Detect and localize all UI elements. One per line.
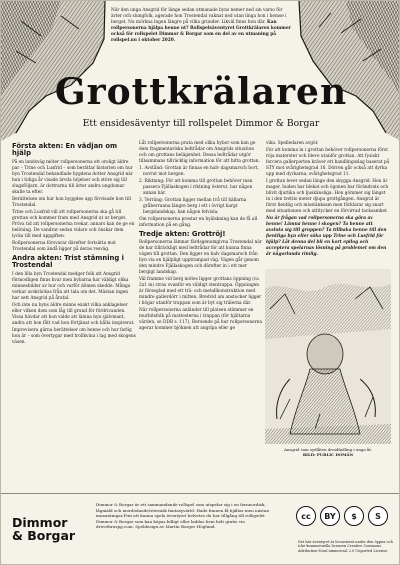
article-columns: [1, 141, 400, 496]
paragraph: Om rollpersonerna prestar en byälskning kan de få all information på en gång.: [139, 217, 258, 228]
paragraph: På en landsväg möter rollpersonerna ett oroligt äldre par – Trine och Lusfrid – som berättar historien om hur byn Trostendal behandlade bygdens dotter Ansgrid när hon i tidiga år visade ärvda höjelser och störe sig till slugsföljarn, är dottrarna till ärter andra ungdomar skulle ta efter.: [12, 159, 133, 195]
column-2: [139, 141, 263, 333]
paragraph: vika. Spelledaren avgör.: [266, 141, 319, 146]
sharealike-icon: S: [368, 506, 388, 526]
column-1: [12, 141, 136, 347]
paragraph: För att komma in i grottan behöver rollpersonerna först röja materster och bleve utanför grottan. Att fysiskt forcera gallerporten kräver ett handlingsslag baserat på STY mot svårighetsgrad 16. Dörren går också att dyrka upp med dyrkarna, svårighetsgrad 11.: [266, 148, 390, 177]
caption-credit: BILD: PUBLIC DOMÄN: [302, 452, 354, 458]
brand-logo: [12, 516, 92, 542]
header: [1, 1, 400, 141]
footer: [1, 493, 400, 565]
paragraph: I den lilla byn Trostendal medger folk att Ansgrid förmodligen finns kvar men bybarna har väldigt olika minnesbilder av hur och varför dömen skedde. Många verkar avskräckas från att tala om det. Mästan ingen har sett Ansgrid på åratal.: [12, 271, 131, 301]
clue-direction: 2. Riktning: För att komma till grottan behöver man passera Fjällaskogen i riktning österut, bar någon annan här.: [139, 179, 253, 196]
intro-bold: Kan rollpersonerna hjälpa henne ut? Rollspelsäventyret Grottkrälaren kommer också för rollspelet Dimmor & Borgar som en del av en utmaning på rollspel.nu i oktober 2020.: [111, 20, 291, 44]
intro-text: [111, 8, 291, 45]
paragraph: Låt rollpersonerna prata med olika bybor som kan ge dem fragmentariska ledtrådar om Ansgrids situation och om grottans belägenhet. Dessa ledtrådar utgör tillsammans tillräcklig information för att hitta grottan.: [139, 141, 260, 164]
cc-icon: cc: [296, 506, 316, 526]
ansgrid-illustration: [265, 269, 391, 444]
act-2-heading: Andra akten: Trist stämning i Trostendal: [12, 253, 124, 270]
act-1-heading: Första akten: En vädjan om hjälp: [12, 142, 118, 158]
page-subtitle: Ett ensidesäventyr till rollspelet Dimmor & Borgar: [82, 118, 320, 129]
brand-line-2: & Borgar: [12, 528, 76, 543]
clue-distance: 1. Avstånd: Grottan är finnas en halv dagsmarsch bort, norrut mot bergen.: [139, 166, 259, 177]
paragraph: Och inte nu byns äldre minns exakt vilka anklagelser eller vilken dom som låg till grund för fördrivanden. Vissa hävdar att hon valde att lämna byn självmant, andra att hon fått vad hon förtjänat och hålla inspirerat.: [12, 302, 135, 326]
intro-paragraph: När den unga Ansgrid för länge sedan utmanade byns nemer ned sin varso för ärter och slungfolk, agerade hon Trostendal vaknat ned utan linga hon i hemse i berget. Nu mörkna ingen längre på vilka grunder. Likväl finns hon där.: [111, 8, 287, 26]
paragraph: Rollpersonerna försvarar därefter fortsätta mot Trostendal som ändå ligger på deras resväg.: [12, 240, 116, 252]
paragraph: Rollpersonerna lämnar färdsgenomgivna Trostendal när de har tillräckligt med ledtrådar för att kunna finna vägen till grottan. Den ligger en halv dagsmarsch från byn via en hjälpligt upptrampad väg. Vägen går genom den mindre Fjällaskogen och därefter in i ett mer bergigt landskap.: [139, 240, 262, 276]
paragraph: I grottan lever sedan länge den skygga Ansgrid. Hon är mager, huden har blekat och ögonen har förändrats och blivit djurlika och ljuskänsliga. Hon gömmer sig längst in i den trettio meter djupa grottgången. Ansgrid är först fientlig och misstänksam men förklarar sig snart med situationen och attitycker en förvirrad tacksamhet.: [266, 179, 389, 214]
credits-text: Dimmor & Borgar är ett sammandande rollspel som utspelar sig i en fornnordisk, lågmäld och mordödande/sternisk fantasyvärld. Hade funnen få hjältar men nästan inneantingar.Fint att kunna spela äventyret helvetes du har tillgång till rollspelet Dimmor & Borgar som kan köpas billigt eller laddas hem helt gratis via drivethrurpg.com. Speldesign av Martin Borger Höglund.: [96, 502, 269, 529]
paragraph: Berättelsen om hur hon byggdes upp förvisade hon till Trostendal.: [12, 196, 132, 208]
illustration-caption: [263, 447, 393, 457]
paragraph: När rollpersonerna anländer till platsen stämmer en murbitsfolk på mattesterna i trappan (för hjältarna värden, se DDB s. 117). Beroende på hur rollpersonerna agerar kommer bjöknen att angripa eller ge: [139, 308, 263, 332]
paragraph: Trine och Lusfrid vill att rollpersonerna ska gå till grottan och kommer fram med Ansgrid ut ur berget. Pröva tid att rollpersonerna tvekar, annars kan de ge en belöning. De vandrar sedan vidare och önskar dem lycka till med uppgiften.: [12, 209, 135, 239]
clue-terrain: 3. Terräng: Grottan ligger mellan två till hällarna gråberranna längre berg i ett i övrigt kargt bergslandskap, kan någon felvisla.: [139, 198, 247, 215]
act-3-heading: Tredje akten: Grottröj!: [139, 230, 226, 238]
attribution-icon: BY: [320, 506, 340, 526]
caption-text: Ansgrid som sydlåten druidfadling i unga år.: [284, 447, 372, 452]
paragraph-italic: Nu är frågan vad rollpersonerna ska göra av henne! Lämna henne i skogen? Ta henne att avsluta sig till gruppen? Ta tillbaka henne till den fientliga byn eller söka upp Trine och Lusfrid för hjälp? Låt denna del bli en kort epilog och acceptera spelarnas lösning på problemet om den är någorlunda rimlig.: [266, 216, 387, 257]
noncommercial-icon: $: [344, 506, 364, 526]
page-title: Grottkrälaren: [54, 71, 348, 113]
column-3: [266, 141, 390, 259]
paragraph: Väl framme vid berg mötes ligger grottans öppning (ca 2x1 m) strax ovanför en väldigt stentrappa. Öppningen är förseglad med ett trä- och metallkonstruktion med mindre gallerdörr i mitten. Bredvid am anstocker ligger i högar utanför trappan som är byt sig trälerna där.: [139, 277, 262, 307]
license-text: Det här äventyret är licensierat under den öppna och icke-kommersiella licensen Creative Commons Attribution-NonCommercial 2.0 Unported License.: [298, 540, 393, 553]
paragraph: Improvisera gärna berättelser om henne och hur farlig hon är – som övertygar med trollkvina i lag med skogens väsen.: [12, 327, 136, 345]
brand-line-1: Dimmor: [12, 515, 68, 530]
license-badges: [294, 506, 394, 536]
